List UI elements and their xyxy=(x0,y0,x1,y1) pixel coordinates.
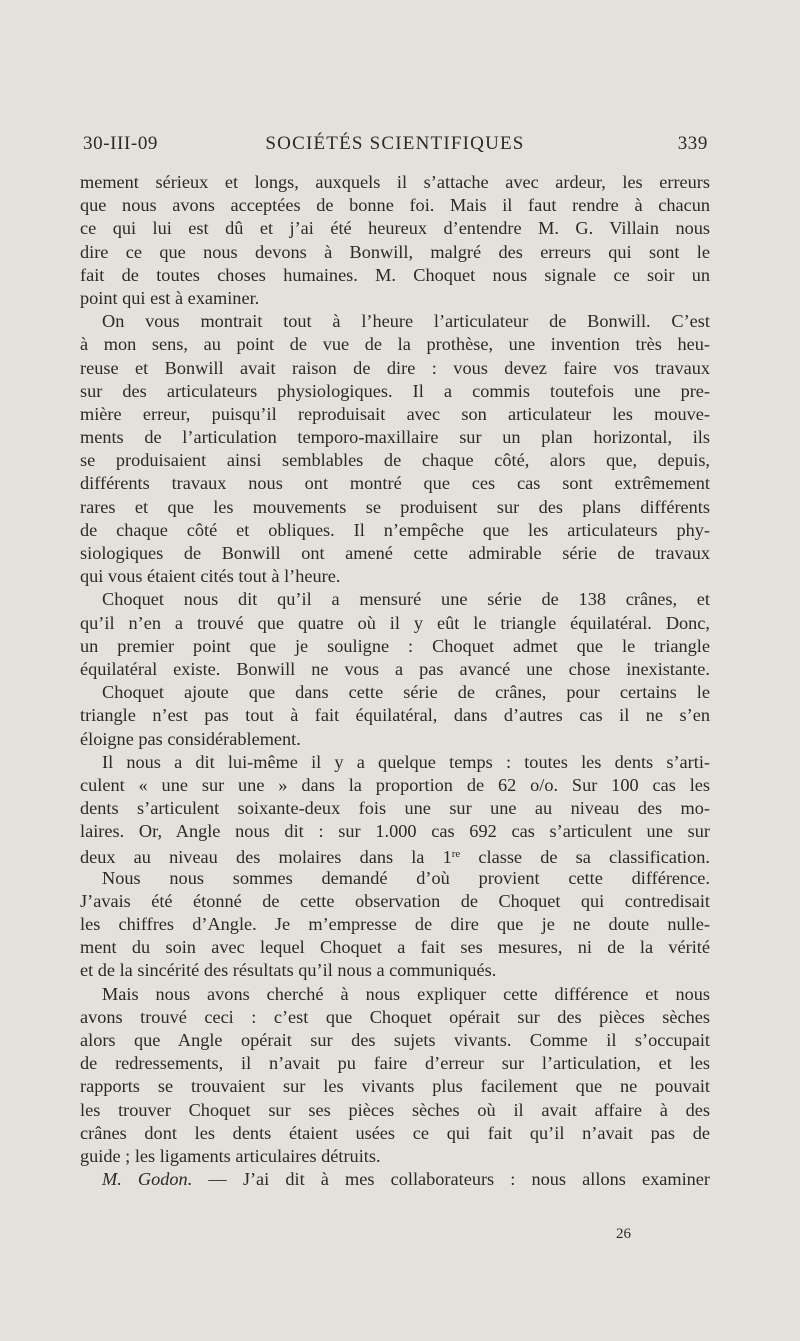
line-end: classe de sa classification. xyxy=(460,847,710,868)
speaker-text: — J’ai dit à mes collaborateurs : nous allons examiner xyxy=(192,1169,710,1190)
text-line: qui vous étaient cités tout à l’heure. xyxy=(80,566,341,587)
text-line: se produisaient ainsi semblables de chaque côté, alors que, depuis, xyxy=(80,450,710,471)
section-title: SOCIÉTÉS SCIENTIFIQUES xyxy=(265,133,525,154)
text-line: ce qui lui est dû et j’ai été heureux d’entendre M. G. Villain nous xyxy=(80,218,710,239)
session-date: 30-III-09 xyxy=(83,133,159,154)
text-line: Mais nous avons cherché à nous expliquer cette différence et nous xyxy=(102,983,710,1004)
text-line: Choquet ajoute que dans cette série de crânes, pour certains le xyxy=(102,682,710,703)
text-line: culent « une sur une » dans la proportion de 62 o/o. Sur 100 cas les xyxy=(80,774,710,795)
speaker-line xyxy=(80,1168,710,1191)
text-line: triangle n’est pas tout à fait équilatéral, dans d’autres cas il ne s’en xyxy=(80,705,710,726)
text-line: ment du soin avec lequel Choquet a fait ses mesures, ni de la vérité xyxy=(80,937,710,958)
text-line: dents s’articulent soixante-deux fois une sur une au niveau des mo- xyxy=(80,798,710,819)
text-line: laires. Or, Angle nous dit : sur 1.000 cas 692 cas s’articulent une sur xyxy=(80,821,710,842)
line-start: deux au niveau des molaires dans la xyxy=(80,847,443,868)
text-line: à mon sens, au point de vue de la prothèse, une invention très heu- xyxy=(80,334,710,355)
text-line: dire ce que nous devons à Bonwill, malgré des erreurs qui sont le xyxy=(80,241,710,262)
text-line: Nous nous sommes demandé d’où provient cette différence. xyxy=(102,867,710,888)
text-line: mière erreur, puisqu’il reproduisait avec son articulateur les mouve- xyxy=(80,403,710,424)
text-line: un premier point que je souligne : Choquet admet que le triangle xyxy=(80,635,710,656)
text-line: On vous montrait tout à l’heure l’articulateur de Bonwill. C’est xyxy=(102,311,710,332)
text-line: siologiques de Bonwill ont amené cette admirable série de travaux xyxy=(80,543,710,563)
ordinal-number: 1 xyxy=(442,847,452,868)
text-line: mement sérieux et longs, auxquels il s’attache avec ardeur, les erreurs xyxy=(80,172,710,192)
text-line: alors que Angle opérait sur des sujets vivants. Comme il s’occupait xyxy=(80,1029,710,1050)
text-line: rares et que les mouvements se produisent sur des plans différents xyxy=(80,496,710,517)
text-line: Choquet nous dit qu’il a mensuré une série de 138 crânes, et xyxy=(102,589,710,610)
running-head xyxy=(80,133,710,159)
text-line: de redressements, il n’avait pu faire d’erreur sur l’articulation, et les xyxy=(80,1053,710,1074)
text-line: crânes dont les dents étaient usées ce qui fait qu’il n’avait pas de xyxy=(80,1122,710,1143)
page-number: 339 xyxy=(677,133,708,154)
text-line: les trouver Choquet sur ses pièces sèches où il avait affaire à des xyxy=(80,1099,710,1120)
body-text xyxy=(80,171,710,1191)
text-line-with-ordinal xyxy=(80,843,710,866)
text-line: point qui est à examiner. xyxy=(80,287,260,308)
text-line: qu’il n’en a trouvé que quatre où il y eût le triangle équilatéral. Donc, xyxy=(80,612,710,633)
text-line: J’avais été étonné de cette observation de Choquet qui contredisait xyxy=(80,890,710,911)
text-line: différents travaux nous ont montré que ces cas sont extrêmement xyxy=(80,473,710,494)
text-line: avons trouvé ceci : c’est que Choquet opérait sur des pièces sèches xyxy=(80,1006,710,1027)
speaker-name: M. Godon. xyxy=(102,1169,193,1190)
text-line: équilatéral existe. Bonwill ne vous a pas avancé une chose inexistante. xyxy=(80,658,710,679)
text-line: que nous avons acceptées de bonne foi. Mais il faut rendre à chacun xyxy=(80,195,710,216)
text-line: Il nous a dit lui-même il y a quelque temps : toutes les dents s’arti- xyxy=(102,751,710,772)
text-line: de chaque côté et obliques. Il n’empêche que les articulateurs phy- xyxy=(80,519,710,540)
text-line: reuse et Bonwill avait raison de dire : vous devez faire vos travaux xyxy=(80,357,710,378)
ordinal-superscript: re xyxy=(451,848,461,861)
text-line: rapports se trouvaient sur les vivants plus facilement que ne pouvait xyxy=(80,1076,710,1097)
text-line: les chiffres d’Angle. Je m’empresse de dire que je ne doute nulle- xyxy=(80,914,710,934)
text-line: et de la sincérité des résultats qu’il nous a communiqués. xyxy=(80,960,497,981)
text-line: éloigne pas considérablement. xyxy=(80,728,301,749)
signature-mark: 26 xyxy=(616,1226,631,1242)
text-line: fait de toutes choses humaines. M. Choquet nous signale ce soir un xyxy=(80,264,710,285)
text-line: sur des articulateurs physiologiques. Il a commis toutefois une pre- xyxy=(80,380,710,401)
text-line: guide ; les ligaments articulaires détruits. xyxy=(80,1145,381,1166)
text-line: ments de l’articulation temporo-maxillaire sur un plan horizontal, ils xyxy=(80,427,710,448)
